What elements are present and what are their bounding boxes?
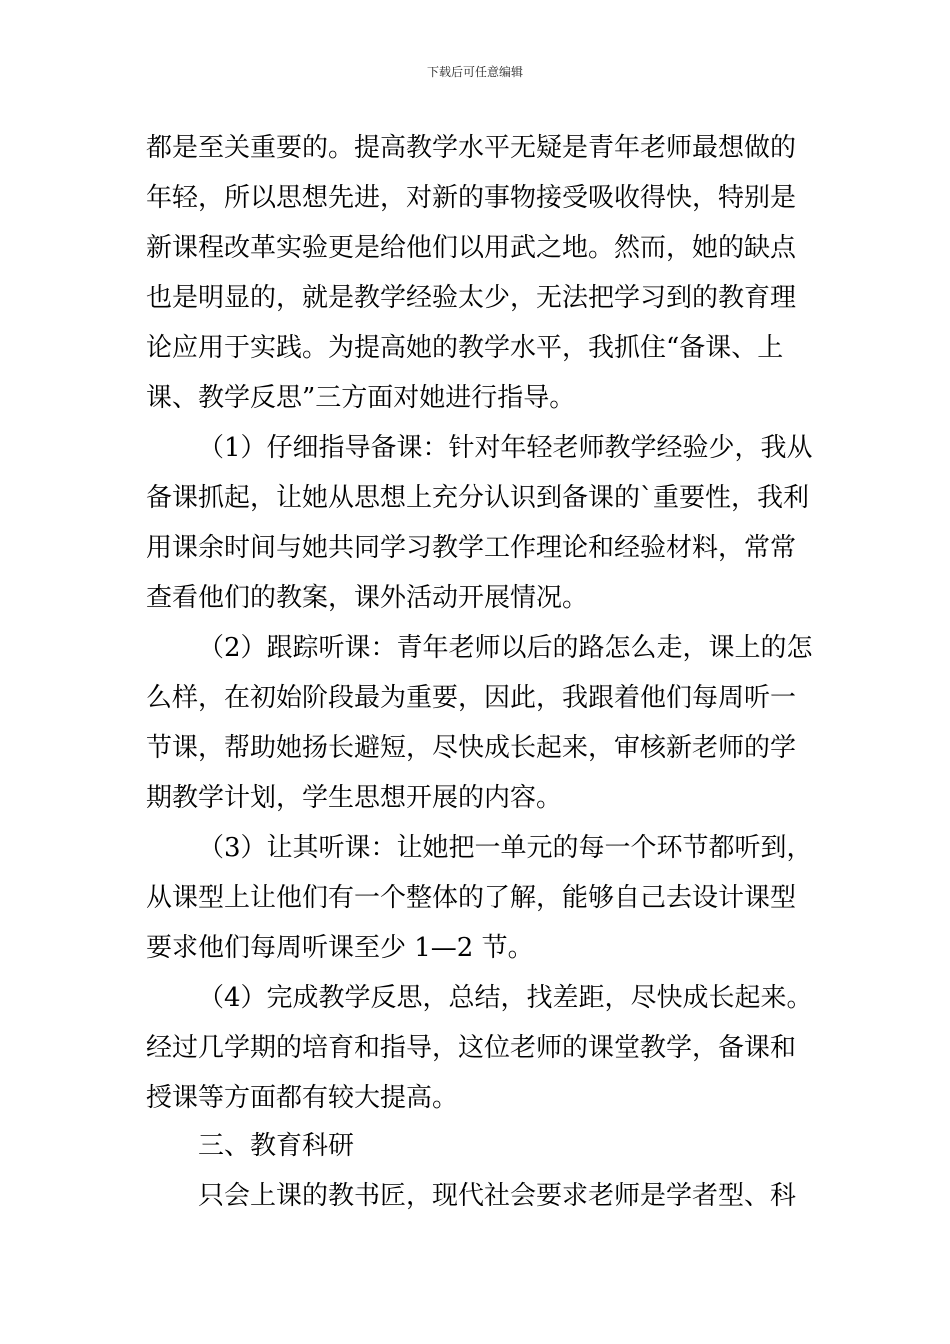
text-line: 要求他们每周听课至少 1—2 节。: [146, 933, 534, 963]
text-line: 年轻，所以思想先进，对新的事物接受吸收得快，特别是: [146, 183, 797, 213]
text-line: （2）跟踪听课：青年老师以后的路怎么走，课上的怎: [198, 633, 813, 663]
text-line: （4）完成教学反思，总结，找差距，尽快成长起来。: [198, 983, 813, 1013]
text-line: 只会上课的教书匠，现代社会要求老师是学者型、科: [198, 1181, 797, 1211]
text-line: 节课，帮助她扬长避短，尽快成长起来，审核新老师的学: [146, 733, 797, 763]
text-line: 也是明显的，就是教学经验太少，无法把学习到的教育理: [146, 283, 797, 313]
section-heading: 三、教育科研: [198, 1131, 355, 1161]
text-line: （1）仔细指导备课：针对年轻老师教学经验少，我从: [198, 433, 813, 463]
text-line: 用课余时间与她共同学习教学工作理论和经验材料，常常: [146, 533, 797, 563]
text-line: （3）让其听课：让她把一单元的每一个环节都听到，: [198, 833, 813, 863]
text-line: 备课抓起，让她从思想上充分认识到备课的`重要性，我利: [146, 483, 810, 513]
text-line: 新课程改革实验更是给他们以用武之地。然而，她的缺点: [146, 233, 797, 263]
text-line: 授课等方面都有较大提高。: [146, 1083, 459, 1113]
text-line: 查看他们的教案，课外活动开展情况。: [146, 583, 589, 613]
text-line: 经过几学期的培育和指导，这位老师的课堂教学，备课和: [146, 1033, 797, 1063]
text-line: 都是至关重要的。提高教学水平无疑是青年老师最想做的: [146, 133, 797, 163]
text-line: 课、教学反思”三方面对她进行指导。: [146, 383, 576, 413]
page-header: 下载后可任意编辑: [426, 65, 523, 79]
text-line: 么样，在初始阶段最为重要，因此，我跟着他们每周听一: [146, 683, 797, 713]
text-line: 期教学计划，学生思想开展的内容。: [146, 783, 563, 813]
text-line: 从课型上让他们有一个整体的了解，能够自己去设计课型: [146, 883, 797, 913]
text-line: 论应用于实践。为提高她的教学水平，我抓住“备课、上: [146, 333, 784, 363]
